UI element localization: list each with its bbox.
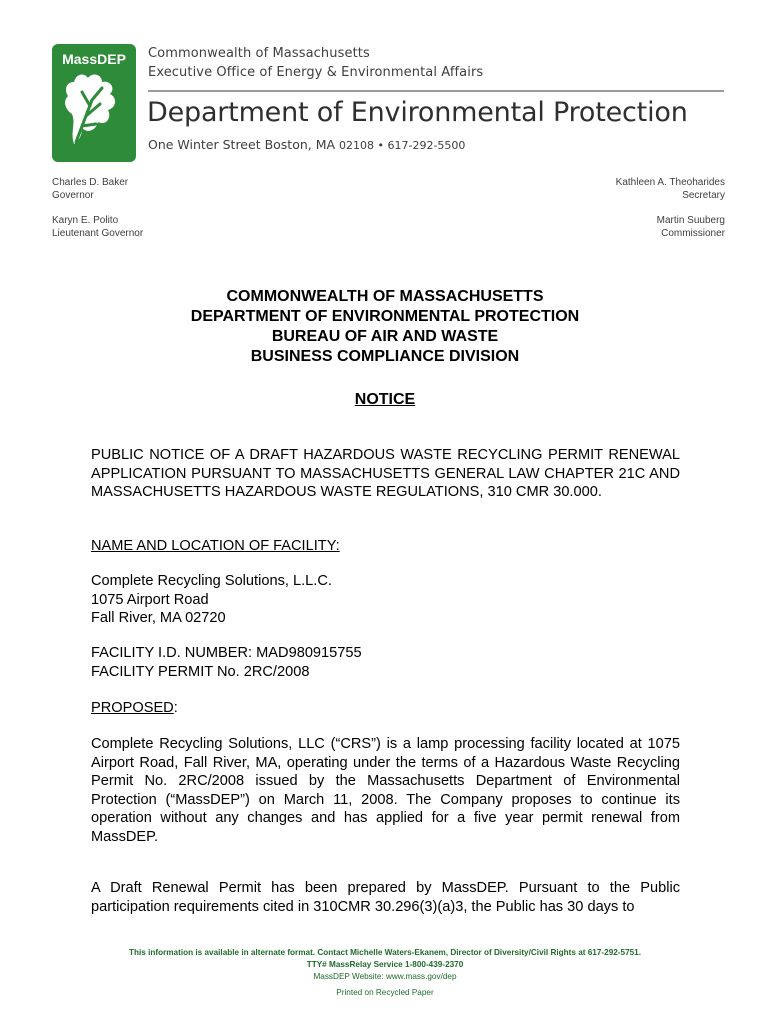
- proposed-label: PROPOSED: [91, 700, 174, 716]
- executive-office-line: Executive Office of Energy & Environmental Affairs: [148, 65, 484, 80]
- facility-id-number: FACILITY I.D. NUMBER: MAD980915755: [91, 645, 362, 661]
- address-street: One Winter Street Boston, MA: [148, 137, 340, 152]
- proposal-description: Complete Recycling Solutions, LLC (“CRS”) is a lamp processing facility located at 1075 Airport Road, Fall River, MA, operating under the terms of a Hazardous Waste Recycling Permit No. 2RC/2008 issued by the Massachusetts Department of Environmental Protection (“MassDEP”) on March 11, 2008. The Company proposes to continue its operation without any changes and has applied for a five year permit renewal from MassDEP.: [91, 736, 680, 845]
- oak-leaf-logo-icon: [52, 44, 136, 162]
- facility-street: 1075 Airport Road: [91, 591, 209, 608]
- logo-text: MassDEP: [62, 51, 126, 67]
- department-title: Department of Environmental Protection: [147, 97, 688, 128]
- footer-tty: TTY# MassRelay Service 1-800-439-2370: [306, 960, 464, 969]
- official-secretary: [616, 176, 725, 202]
- massdep-logo: [52, 44, 136, 162]
- official-name: Karyn E. Polito: [52, 215, 119, 226]
- official-lieutenant-governor: [52, 214, 143, 240]
- official-commissioner: [657, 214, 725, 240]
- official-title: Governor: [52, 190, 94, 201]
- heading-line: BUREAU OF AIR AND WASTE: [271, 328, 499, 345]
- footer-alternate-format: This information is available in alternate format. Contact Michelle Waters-Ekanem, Director of Diversity/Civil Rights at 617-292-5751.: [128, 948, 642, 957]
- notice-title: [0, 391, 770, 409]
- commonwealth-line: Commonwealth of Massachusetts: [148, 46, 370, 61]
- official-governor: [52, 176, 128, 202]
- department-address: [148, 137, 465, 152]
- official-title: Commissioner: [661, 228, 725, 239]
- facility-address: [91, 572, 680, 628]
- draft-permit-paragraph: A Draft Renewal Permit has been prepared by MassDEP. Pursuant to the Public participation requirements cited in 310CMR 30.296(3)(a)3, the Public has 30 days to: [91, 880, 680, 915]
- header-divider: [148, 90, 724, 92]
- notice-title-text: NOTICE: [354, 391, 416, 408]
- official-name: Charles D. Baker: [52, 177, 129, 188]
- document-heading: [0, 287, 770, 367]
- heading-line: COMMONWEALTH OF MASSACHUSETTS: [226, 288, 544, 305]
- official-title: Secretary: [682, 190, 725, 201]
- facility-city: Fall River, MA 02720: [91, 610, 226, 626]
- facility-permit-number: FACILITY PERMIT No. 2RC/2008: [91, 663, 310, 680]
- public-notice-intro: PUBLIC NOTICE OF A DRAFT HAZARDOUS WASTE RECYCLING PERMIT RENEWAL APPLICATION PURSUANT TO MASSACHUSETTS GENERAL LAW CHAPTER 21C AND MASSACHUSETTS HAZARDOUS WASTE REGULATIONS, 310 CMR 30.000.: [91, 447, 680, 500]
- footer-recycled-paper: Printed on Recycled Paper: [336, 988, 434, 997]
- footer-website: MassDEP Website: www.mass.gov/dep: [313, 972, 457, 981]
- official-title: Lieutenant Governor: [52, 228, 144, 239]
- facility-section-heading: NAME AND LOCATION OF FACILITY:: [91, 538, 340, 554]
- address-zip-phone: 02108 • 617-292-5500: [339, 139, 466, 152]
- facility-name: Complete Recycling Solutions, L.L.C.: [91, 573, 332, 589]
- facility-identifiers: [91, 644, 680, 681]
- heading-line: DEPARTMENT OF ENVIRONMENTAL PROTECTION: [190, 308, 580, 325]
- official-name: Kathleen A. Theoharides: [615, 177, 725, 188]
- official-name: Martin Suuberg: [656, 215, 725, 226]
- proposed-heading: [91, 699, 680, 718]
- proposed-colon: :: [173, 700, 178, 716]
- heading-line: BUSINESS COMPLIANCE DIVISION: [250, 348, 520, 365]
